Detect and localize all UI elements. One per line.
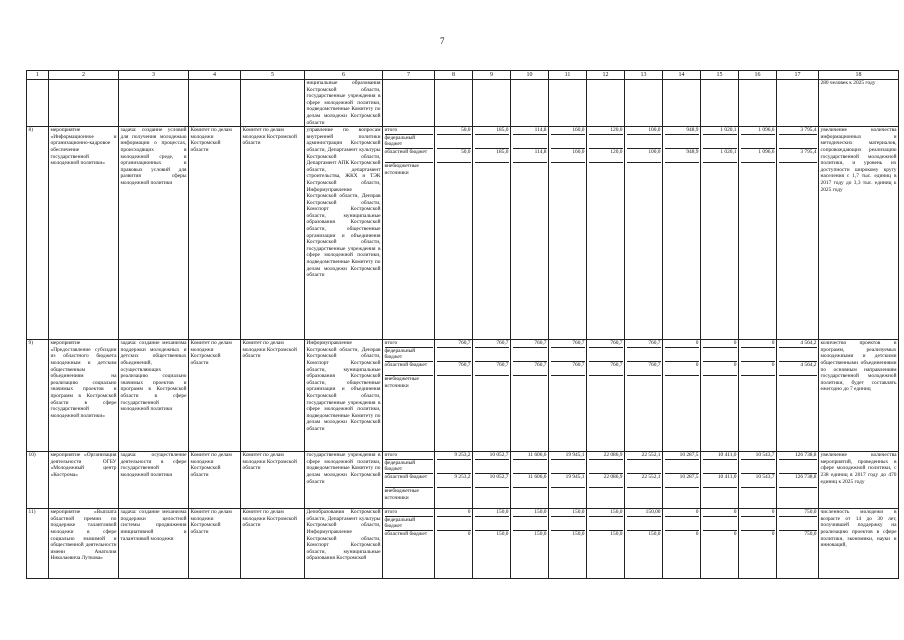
result-cell: 280 человек к 2025 году — [819, 80, 899, 127]
row-number-cell: 10) — [27, 452, 49, 509]
amount-value: 150,00 — [627, 509, 661, 517]
amount-value: 760,7 — [589, 362, 623, 376]
amount-value: 120,0 — [589, 149, 623, 163]
amount-value — [589, 460, 623, 474]
amount-value — [551, 348, 585, 362]
activity-name-cell: мероприятие «Предоставление субсидии из областного бюджета молодежным и детским общественным объединениям на реализацию социально значимых проектов и программ в Костромской области в сфере государственной молодежной политики» — [49, 340, 119, 452]
funding-sources-cell — [383, 452, 435, 509]
participants-cell: Депобразования Костромской области, Департамент культуры Костромской области, Информуправление Костромской области, Комспорт Костромской области, муниципальные образования Костромской — [305, 509, 383, 579]
amount-value: 10 543,7 — [741, 474, 775, 488]
amount-cell — [511, 127, 549, 340]
amount-value: 150,0 — [572, 530, 585, 537]
amount-value — [589, 488, 623, 501]
amount-value: 948,9 — [665, 127, 699, 135]
amount-value: 150,0 — [648, 530, 661, 537]
amount-value: 150,0 — [551, 509, 585, 517]
amount-value: 760,7 — [589, 340, 623, 348]
amount-value: 185,0 — [475, 149, 509, 163]
amount-value: 22 552,1 — [627, 474, 661, 488]
amount-value — [589, 517, 623, 531]
funding-source: итого — [385, 452, 433, 460]
amount-value: 150,0 — [496, 530, 509, 537]
amount-cell — [625, 509, 663, 579]
funding-source: федеральный бюджет — [385, 348, 433, 362]
amount-value: 0 — [741, 340, 775, 348]
amount-cell — [511, 452, 549, 509]
amount-value — [665, 348, 699, 362]
responsible-cell: Комитет по делам молодежи Костромской области — [241, 452, 305, 509]
amount-cell — [587, 509, 625, 579]
amount-value: 126 738,8 — [779, 452, 817, 460]
amount-cell — [435, 452, 473, 509]
amount-value: 0 — [733, 530, 737, 537]
amount-value — [513, 488, 547, 501]
amount-cell — [435, 340, 473, 452]
amount-value — [513, 135, 547, 149]
row-number-cell: 9) — [27, 340, 49, 452]
amount-value — [627, 163, 661, 176]
amount-cell — [739, 452, 777, 509]
column-header: 14 — [663, 71, 701, 80]
column-header: 15 — [701, 71, 739, 80]
amount-value: 760,7 — [513, 362, 547, 376]
amount-value: 4 564,2 — [779, 362, 817, 376]
amount-value: 11 606,6 — [513, 452, 547, 460]
table-row — [27, 340, 899, 452]
funding-source: областной бюджет — [384, 530, 428, 537]
coordinator-cell: Комитет по делам молодежи Костромской области — [189, 340, 241, 452]
amount-value — [741, 517, 775, 531]
amount-value: 160,0 — [551, 149, 585, 163]
amount-value — [627, 348, 661, 362]
amount-value: 10 287,5 — [665, 474, 699, 488]
amount-cell — [549, 127, 587, 340]
amount-value: 750,0 — [804, 530, 817, 537]
amount-value: 1 020,1 — [703, 149, 737, 163]
amount-value — [513, 460, 547, 474]
amount-cell — [549, 509, 587, 579]
amount-value — [627, 460, 661, 474]
amount-value: 760,7 — [627, 340, 661, 348]
funding-source: итого — [385, 127, 433, 135]
result-cell: количество проектов и программ, реализуемых молодежными и детскими общественными объединениями по основным направлениям государственной молодежной политики, будет составлять ежегодно до 7 единиц — [819, 340, 899, 452]
amount-value: 22 086,9 — [589, 474, 623, 488]
amount-cell — [587, 127, 625, 340]
amount-value — [665, 488, 699, 501]
amount-cell — [625, 127, 663, 340]
amount-value: 3 795,4 — [779, 149, 817, 163]
amount-cell — [473, 452, 511, 509]
amount-value: 10 543,7 — [741, 452, 775, 460]
column-header: 6 — [305, 71, 383, 80]
funding-source: внебюджетные источники — [384, 163, 419, 176]
amount-value — [779, 163, 817, 176]
amount-value — [589, 376, 623, 389]
continuation-row — [27, 80, 899, 127]
amount-cell — [663, 340, 701, 452]
funding-source: итого — [385, 509, 433, 517]
column-header: 10 — [511, 71, 549, 80]
amount-cell — [625, 452, 663, 509]
participants-cell: Информуправление Костромской области, Дензрав Костромской области, Комспорт Костромской области, муниципальные образования Костромской области, общественные организации и объединения Костромской области, государственные учреждения в сфере молодежной политики, подведомственные Комитету по делам молодежи Костромской области — [305, 340, 383, 452]
amount-value: 22 552,1 — [627, 452, 661, 460]
amount-value — [741, 488, 775, 501]
amount-value: 1 020,1 — [703, 127, 737, 135]
amount-value — [703, 163, 737, 176]
task-cell: задача: создание механизма поддержки молодежных и детских общественных объединений, осуществляющих реализацию социально значимых проектов и программ в Костромской области в сфере государственной молодежной политики — [119, 340, 189, 452]
amount-value: 1 096,6 — [741, 127, 775, 135]
table-row — [27, 452, 899, 509]
program-activities-table — [26, 70, 899, 579]
amount-value — [627, 135, 661, 149]
amount-value: 150,0 — [534, 530, 547, 537]
amount-value — [779, 135, 817, 149]
amount-value: 0 — [665, 362, 699, 376]
amount-value: 150,0 — [513, 509, 547, 517]
activity-name-cell: мероприятие «Организация деятельности ОГБУ «Молодежный центр «Кострома» — [49, 452, 119, 509]
amount-value: 760,7 — [475, 362, 509, 376]
amount-value: 10 052,7 — [475, 474, 509, 488]
amount-value: 0 — [741, 362, 775, 376]
amount-value — [437, 517, 471, 531]
amount-cell — [473, 509, 511, 579]
amount-value: 760,7 — [475, 340, 509, 348]
column-header: 13 — [625, 71, 663, 80]
row-number-cell: 11) — [27, 509, 49, 579]
task-cell: задача: осуществление деятельности в сфере государственной молодежной политики — [119, 452, 189, 509]
amount-value: 150,0 — [589, 509, 623, 517]
amount-value — [703, 460, 737, 474]
amount-cell — [511, 509, 549, 579]
column-header: 5 — [241, 71, 305, 80]
amount-value — [589, 163, 623, 176]
funding-source: федеральный бюджет — [385, 135, 433, 149]
amount-value: 19 945,1 — [551, 474, 585, 488]
amount-value: 11 606,6 — [513, 474, 547, 488]
amount-value: 760,7 — [551, 362, 585, 376]
amount-value — [741, 348, 775, 362]
funding-source: федеральный бюджет — [385, 517, 433, 531]
amount-value: 0 — [665, 340, 699, 348]
amount-value: 0 — [437, 509, 471, 517]
amount-value: 9 253,2 — [437, 474, 471, 488]
amount-value: 19 945,1 — [551, 452, 585, 460]
amount-value: 3 795,4 — [779, 127, 817, 135]
column-header: 7 — [383, 71, 435, 80]
result-cell: численность молодежи в возрасте от 14 до 30 лет, получившей поддержку на реализацию проектов в сфере политики, экономики, науки и инноваций, — [819, 509, 899, 579]
amount-value — [703, 348, 737, 362]
amount-value — [779, 517, 817, 531]
amount-value: 760,7 — [513, 340, 547, 348]
amount-cell — [701, 509, 739, 579]
column-header: 17 — [777, 71, 819, 80]
funding-source: внебюджетные источники — [384, 488, 419, 501]
amount-value — [627, 517, 661, 531]
amount-value — [703, 488, 737, 501]
amount-cell — [777, 340, 819, 452]
amount-cell — [777, 509, 819, 579]
amount-value: 50,0 — [437, 127, 471, 135]
amount-value: 0 — [695, 530, 699, 537]
column-header: 12 — [587, 71, 625, 80]
amount-cell — [701, 452, 739, 509]
amount-value — [703, 376, 737, 389]
amount-value — [741, 376, 775, 389]
amount-cell — [701, 340, 739, 452]
row-number-cell: 8) — [27, 127, 49, 340]
column-header: 16 — [739, 71, 777, 80]
amount-value: 114,8 — [513, 127, 547, 135]
amount-cell — [625, 340, 663, 452]
amount-value: 100,0 — [627, 149, 661, 163]
column-header: 11 — [549, 71, 587, 80]
amount-value — [437, 348, 471, 362]
coordinator-cell: Комитет по делам молодежи Костромской области — [189, 127, 241, 340]
amount-value: 114,8 — [513, 149, 547, 163]
funding-source: областной бюджет — [385, 362, 433, 376]
amount-cell — [473, 340, 511, 452]
amount-value: 0 — [703, 340, 737, 348]
amount-value: 0 — [741, 509, 775, 517]
amount-value — [475, 135, 509, 149]
amount-value — [703, 517, 737, 531]
responsible-cell: Комитет по делам молодежи Костромской области — [241, 509, 305, 579]
header-row — [27, 71, 899, 80]
amount-value — [551, 460, 585, 474]
funding-source: областной бюджет — [385, 474, 433, 488]
page-number: 7 — [440, 36, 445, 46]
amount-cell — [663, 127, 701, 340]
amount-value: 760,7 — [551, 340, 585, 348]
amount-value: 948,9 — [665, 149, 699, 163]
amount-value: 10 411,0 — [703, 452, 737, 460]
column-header: 8 — [435, 71, 473, 80]
amount-cell — [701, 127, 739, 340]
amount-value — [741, 460, 775, 474]
amount-value: 10 052,7 — [475, 452, 509, 460]
amount-cell — [435, 127, 473, 340]
amount-value — [513, 376, 547, 389]
amount-value: 760,7 — [437, 340, 471, 348]
amount-cell — [777, 452, 819, 509]
amount-value: 10 411,0 — [703, 474, 737, 488]
amount-cell — [549, 452, 587, 509]
amount-cell — [549, 340, 587, 452]
amount-value: 160,0 — [551, 127, 585, 135]
funding-source: федеральный бюджет — [385, 460, 433, 474]
amount-value — [665, 460, 699, 474]
amount-value: 0 — [665, 509, 699, 517]
funding-source: итого — [385, 340, 433, 348]
amount-value — [779, 348, 817, 362]
table-row — [27, 509, 899, 579]
amount-value: 126 738,8 — [779, 474, 817, 488]
amount-cell — [663, 452, 701, 509]
amount-cell — [435, 509, 473, 579]
funding-sources-cell — [383, 509, 435, 579]
amount-value — [437, 460, 471, 474]
amount-cell — [777, 127, 819, 340]
amount-value: 760,7 — [437, 362, 471, 376]
amount-cell — [739, 127, 777, 340]
task-cell: задача: создание механизма поддержки целостной системы продвижения инициативной и талантливой молодежи — [119, 509, 189, 579]
amount-cell — [473, 127, 511, 340]
funding-source: областной бюджет — [385, 149, 433, 163]
amount-value — [665, 376, 699, 389]
amount-value — [475, 376, 509, 389]
amount-cell — [739, 340, 777, 452]
amount-value: 4 564,2 — [779, 340, 817, 348]
amount-value — [741, 163, 775, 176]
funding-source: внебюджетные источники — [384, 376, 419, 389]
amount-value: 750,0 — [779, 509, 817, 517]
column-header: 9 — [473, 71, 511, 80]
amount-cell — [587, 340, 625, 452]
amount-value — [437, 376, 471, 389]
amount-value — [589, 135, 623, 149]
responsible-cell: Комитет по делам молодежи Костромской области — [241, 127, 305, 340]
amount-value: 1 096,6 — [741, 149, 775, 163]
amount-value: 22 086,9 — [589, 452, 623, 460]
amount-value — [703, 135, 737, 149]
column-header: 4 — [189, 71, 241, 80]
task-cell: задача: создание условий для получения молодежью информации о процессах, происходящих в молодежной среде, и организационных и правовых условий для развития сферы молодежной политики — [119, 127, 189, 340]
column-header: 18 — [819, 71, 899, 80]
responsible-cell: Комитет по делам молодежи Костромской области — [241, 340, 305, 452]
amount-value — [437, 135, 471, 149]
amount-value — [551, 488, 585, 501]
participants-cell: государственные учреждения в сфере молодежной политики, подведомственные Комитету по делам молодежи Костромской области — [305, 452, 383, 509]
amount-value — [551, 163, 585, 176]
result-cell: увеличение количества мероприятий, проведенных в сфере молодежной политики, с 238 единиц в 2017 году до 470 единиц к 2025 году — [819, 452, 899, 509]
table-row — [27, 127, 899, 340]
amount-value — [551, 376, 585, 389]
amount-value: 760,7 — [627, 362, 661, 376]
amount-value — [551, 517, 585, 531]
amount-value — [779, 376, 817, 389]
amount-value — [475, 348, 509, 362]
amount-value: 150,0 — [610, 530, 623, 537]
amount-cell — [511, 340, 549, 452]
amount-value — [665, 135, 699, 149]
coordinator-cell: Комитет по делам молодежи Костромской области — [189, 509, 241, 579]
column-header: 1 — [27, 71, 49, 80]
amount-value — [475, 163, 509, 176]
amount-value: 0 — [703, 509, 737, 517]
amount-cell — [663, 509, 701, 579]
participants-cell: управление по вопросам внутренней политики администрации Костромской области, Департамент культуры Костромской области, Департамент АПК Костромской области, департамент строительства, ЖКХ и ТЭК Костромской области, Информуправление Костромской области, Дензрав Костромской области, Комспорт Костромской области, муниципальные образования Костромской области, общественные организации и объединения Костромской области, государственные учреждения в сфере молодежной политики, подведомственные Комитету по делам молодежи Костромской области — [305, 127, 383, 340]
amount-value: 120,0 — [589, 127, 623, 135]
amount-value — [665, 517, 699, 531]
amount-value — [589, 348, 623, 362]
activity-name-cell: мероприятие «Выплата областной премии по поддержке талантливой молодежи в сфере социально значимой и общественной деятельности имени Анатолия Николаевича Луткова» — [49, 509, 119, 579]
column-header: 2 — [49, 71, 119, 80]
amount-value — [513, 163, 547, 176]
column-header: 3 — [119, 71, 189, 80]
amount-value — [627, 376, 661, 389]
amount-value: 0 — [703, 362, 737, 376]
result-cell: увеличение количества информационных и методических материалов, сопровождающих реализацию государственной молодежной политики, и уровень их доступности широкому кругу населения с 1,7 тыс. единиц в 2017 году до 3,3 тыс. единиц к 2025 году — [819, 127, 899, 340]
amount-value — [475, 460, 509, 474]
amount-value: 10 287,5 — [665, 452, 699, 460]
amount-value — [551, 135, 585, 149]
amount-value: 185,0 — [475, 127, 509, 135]
amount-value — [437, 163, 471, 176]
amount-value — [513, 517, 547, 531]
amount-cell — [739, 509, 777, 579]
amount-value — [627, 488, 661, 501]
coordinator-cell: Комитет по делам молодежи Костромской области — [189, 452, 241, 509]
funding-sources-cell — [383, 340, 435, 452]
amount-value: 9 253,2 — [437, 452, 471, 460]
amount-value — [779, 460, 817, 474]
amount-value: 100,0 — [627, 127, 661, 135]
funding-sources-cell — [383, 127, 435, 340]
amount-value: 150,0 — [475, 509, 509, 517]
amount-value — [665, 163, 699, 176]
amount-value — [437, 488, 471, 501]
amount-value — [779, 488, 817, 501]
amount-value: 0 — [771, 530, 775, 537]
amount-value: 50,0 — [437, 149, 471, 163]
participants-cell: ниципальные образования Костромской области, государственные учреждения в сфере молодежной политики, подведомственные Комитету по делам молодежи Костромской области — [306, 80, 381, 126]
amount-value — [513, 348, 547, 362]
amount-value — [475, 488, 509, 501]
amount-value — [475, 517, 509, 531]
activity-name-cell: мероприятие «Информационное и организационно-кадровое обеспечение государственной молодежной политики» — [49, 127, 119, 340]
amount-cell — [587, 452, 625, 509]
amount-value: 0 — [467, 530, 471, 537]
amount-value — [741, 135, 775, 149]
